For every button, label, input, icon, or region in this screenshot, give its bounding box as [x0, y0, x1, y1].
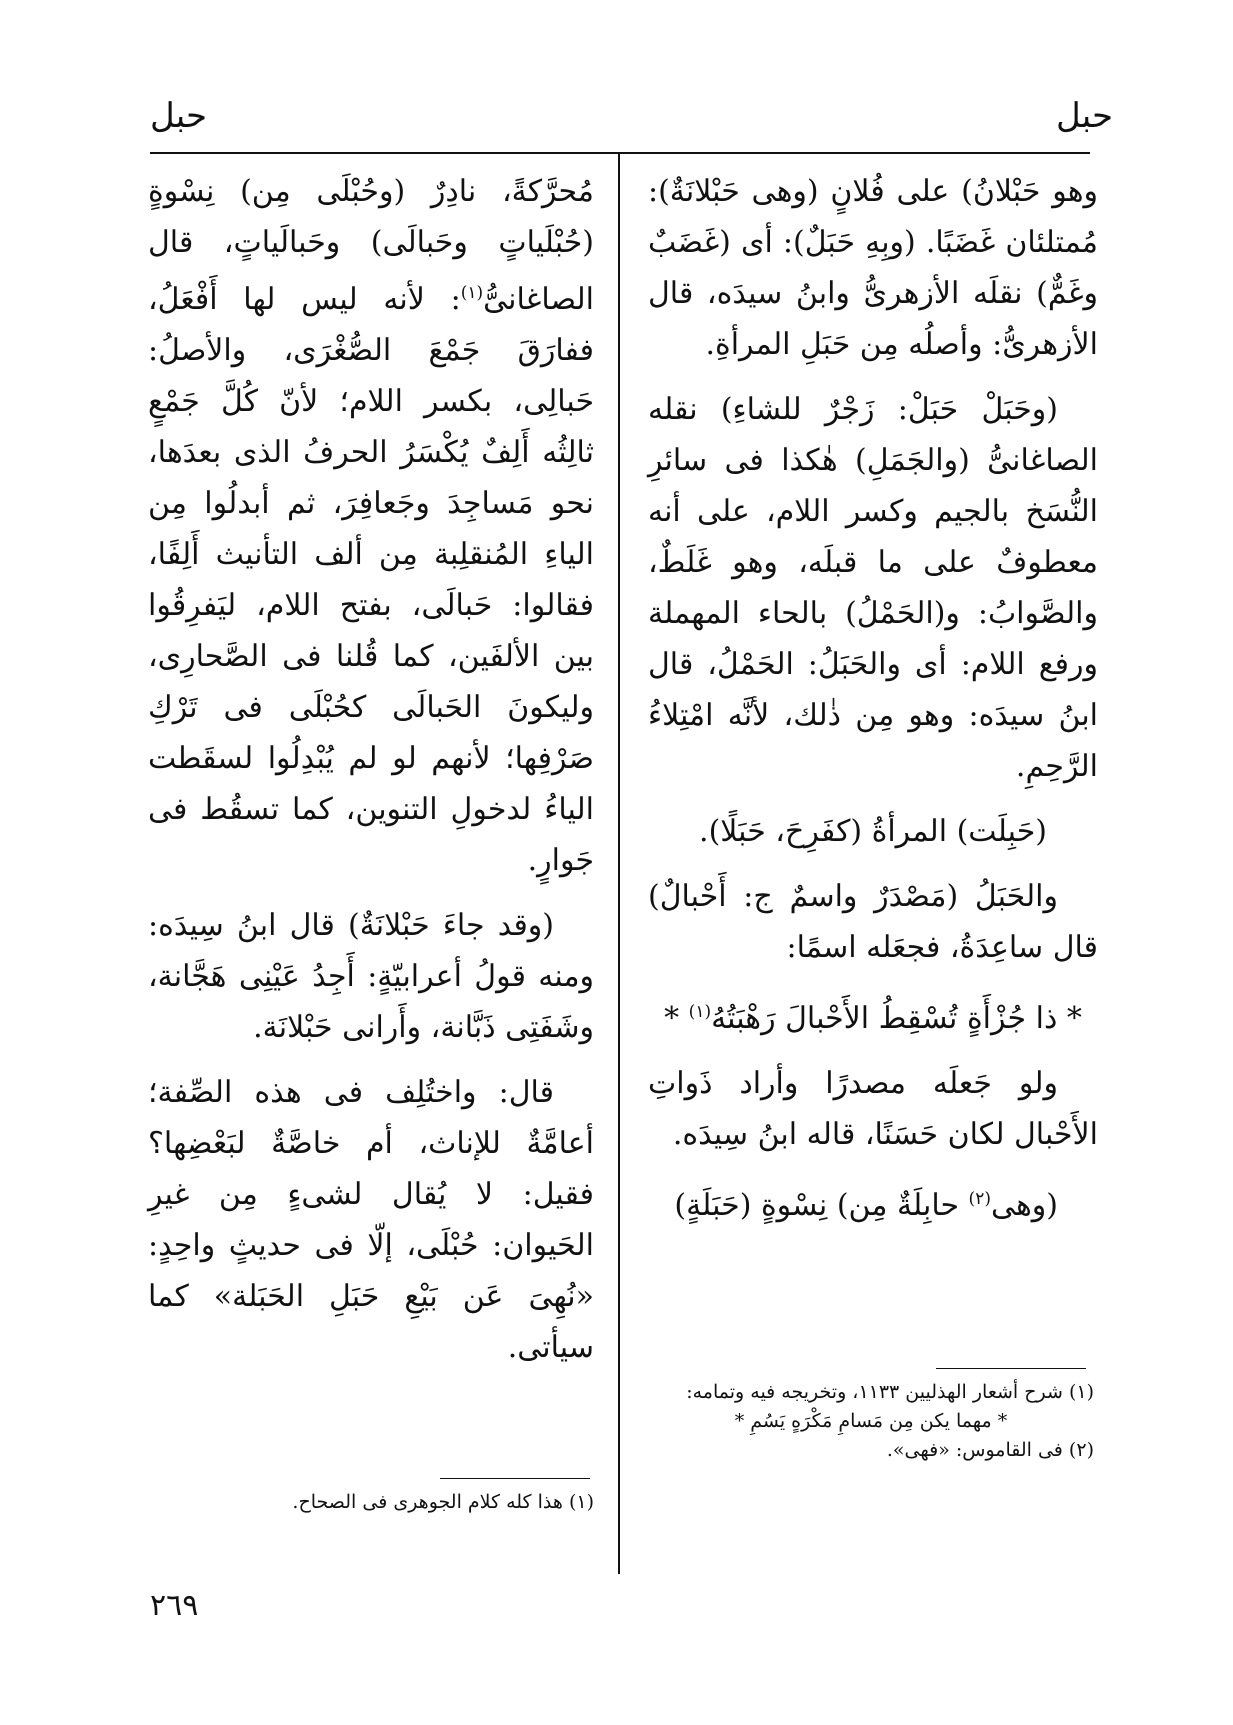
footnote-mark: (١): [688, 1002, 712, 1022]
footnote-1: (١) هذا كله كلام الجوهرى فى الصحاح.: [292, 1491, 594, 1513]
column-divider: [618, 154, 620, 1574]
footnote-rule-left: [440, 1478, 590, 1479]
right-column: [648, 166, 1098, 1245]
page-number: ٢٦٩: [150, 1588, 199, 1623]
p6-start: (وهى: [990, 1188, 1058, 1223]
left-paragraph-1: [148, 166, 594, 886]
right-paragraph-3: (حَبِلَت) المرأةُ (كفَرِحَ، حَبَلًا).: [699, 814, 1047, 849]
right-paragraph-5: ولو جَعلَه مصدرًا وأراد ذَواتِ الأَحْبال لكان حَسَنًا، قاله ابنُ سِيدَه.: [648, 1066, 1098, 1152]
p1-end: : لأنه ليس لها أَفْعَلُ، ففارَقَ جَمْعَ الصُّغْرَى، والأصلُ: حَبالِى، بكسر اللام؛ لأنّ كُلَّ جَمْعٍ ثالِثُه أَلِفٌ يُكْسَرُ الحرفُ الذى بعدَها، نحو مَساجِدَ وجَعافِرَ، ثم أبدلُوا مِن الياءِ المُنقلِبة مِن ألف التأنيث أَلِفًا، فقالوا: حَبالَى، بفتح اللام، ليَفرِقُوا بين الألفَين، كما قُلنا فى الصَّحارِى، وليكونَ الحَبالَى كحُبْلَى فى تَرْكِ صَرْفِها؛ لأنهم لو لم يُبْدِلُوا لسقَطت الياءُ لدخولِ التنوين، كما تسقُط فى جَوارٍ.: [148, 282, 594, 878]
running-header-left: حبل: [150, 96, 208, 136]
footnote-rule-right: [936, 1368, 1086, 1369]
p1-start: مُحرَّكةً، نادِرٌ (وحُبْلَى مِن) نِسْوةٍ (حُبْلَياتٍ وحَبالَى) وحَبالَياتٍ، قال الصاغانىُّ: [148, 174, 594, 317]
verse-end: *: [664, 1001, 689, 1036]
verse-text: * ذا جُزْأَةٍ تُسْقِطُ الأَحْبالَ رَهْبَتُهُ: [711, 1001, 1082, 1036]
left-footnotes: [148, 1488, 594, 1517]
footnote-mark: (٢): [968, 1189, 991, 1209]
right-paragraph-2: (وحَبَلْ حَبَلْ: زَجْرٌ للشاءِ) نقله الصاغانىُّ (والجَمَلِ) هٰكذا فى سائرِ النُّسَخ بالجيم وكسر اللام، على أنه معطوفٌ على ما قبلَه، وهو غَلَطٌ، والصَّوابُ: و(الحَمْلُ) بالحاء المهملة ورفع اللام: أى والحَبَلُ: الحَمْلُ، قال ابنُ سيدَه: وهو مِن ذٰلك، لأنَّه امْتِلاءُ الرَّحِمِ.: [648, 392, 1098, 784]
right-paragraph-1: وهو حَبْلانُ) على فُلانٍ (وهى حَبْلانَةٌ): مُمتلئان غَضَبًا. (وبِهِ حَبَلٌ): أى (غَضَبٌ وغَمٌّ) نقلَه الأزهرىُّ وابنُ سيدَه، قال الأزهرىُّ: وأصلُه مِن حَبَلِ المرأةِ.: [648, 174, 1098, 362]
footnote-mark: (١): [460, 283, 484, 303]
right-paragraph-4: والحَبَلُ (مَصْدَرٌ واسمٌ ج: أَحْبالٌ) قال ساعِدَةُ، فجعَله اسمًا:: [648, 879, 1098, 965]
verse-line: [648, 987, 1098, 1044]
footnote-2: (٢) فى القاموس: «فهى».: [886, 1439, 1094, 1461]
running-header-right: حبل: [1055, 96, 1113, 136]
right-footnotes: [648, 1378, 1094, 1465]
header-rule: [150, 152, 1090, 154]
footnote-1-verse: * مهما يكن مِن مَسامِ مَكْرَهٍ يَسُمِ *: [734, 1410, 1008, 1432]
left-column: [148, 166, 594, 1387]
footnote-1: (١) شرح أشعار الهذليين ١١٣٣، وتخريجه فيه وتمامه:: [686, 1381, 1094, 1403]
left-paragraph-3: قال: واختُلِف فى هذه الصِّفة؛ أعامَّةٌ للإناث، أم خاصَّةٌ لبَعْضِها؟ فقيل: لا يُقال لشىءٍ مِن غيرِ الحَيوان: حُبْلَى، إلّا فى حديثٍ واحِدٍ: «نُهِىَ عَن بَيْعِ حَبَلِ الحَبَلة» كما سيأتى.: [148, 1075, 594, 1365]
left-paragraph-2: (وقد جاءَ حَبْلانَةٌ) قال ابنُ سِيدَه: ومنه قولُ أعرابيّةٍ: أَجِدُ عَيْنِى هَجَّانة، وشَفَتِى ذَبَّانة، وأَرانى حَبْلانَة.: [148, 908, 594, 1045]
p6-end: حابِلَةٌ مِن) نِسْوةٍ (حَبَلَةٍ): [674, 1188, 969, 1223]
right-paragraph-6: [648, 1174, 1098, 1231]
